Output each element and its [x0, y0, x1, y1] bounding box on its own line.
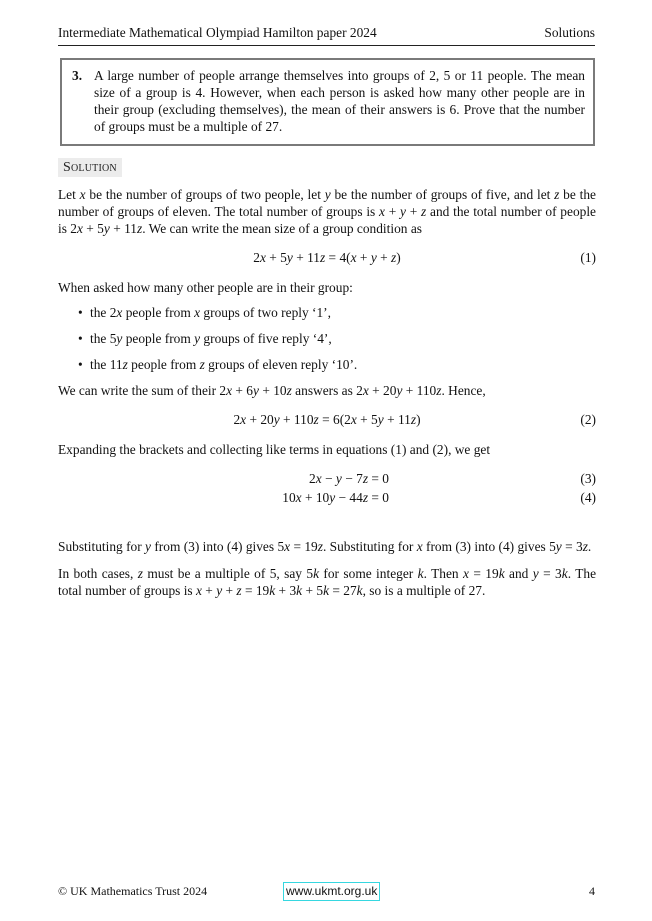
- equation-1-tag: (1): [580, 250, 596, 265]
- solution-heading: Solution: [58, 158, 122, 177]
- equation-4-expression: 10x + 10y − 44z = 0: [282, 490, 389, 505]
- solution-paragraph-6: In both cases, z must be a multiple of 5, say 5k for some integer k. Then x = 19k and y = 3k. The total number of groups is x + y + z = 19k + 3k + 5k = 27k, so is a multiple of 27.: [58, 566, 597, 598]
- list-item: • the 2x people from x groups of two reply ‘1’,: [90, 304, 596, 321]
- problem-statement-box: [60, 58, 595, 146]
- page-number: 4: [589, 884, 595, 898]
- solution-body: [58, 186, 596, 599]
- equation-3-expression: 2x − y − 7z = 0: [309, 471, 389, 486]
- equation-2-expression: 2x + 20y + 110z = 6(2x + 5y + 11z): [233, 412, 421, 427]
- copyright-text: © UK Mathematics Trust 2024: [58, 884, 208, 898]
- solution-paragraph-2: When asked how many other people are in their group:: [58, 280, 353, 295]
- document-title: Intermediate Mathematical Olympiad Hamilton paper 2024: [58, 25, 377, 40]
- reply-list: [58, 304, 596, 373]
- equation-3: [58, 470, 596, 489]
- ukmt-website-link[interactable]: www.ukmt.org.uk: [283, 882, 380, 901]
- section-label: Solutions: [544, 25, 595, 40]
- equation-2-tag: (2): [580, 412, 596, 427]
- page-header: [58, 24, 595, 46]
- equation-1: [58, 249, 596, 267]
- equation-3-tag: (3): [580, 471, 596, 486]
- page-footer: [58, 882, 595, 900]
- problem-number: 3.: [72, 68, 83, 83]
- equation-4: [58, 489, 596, 508]
- list-item: • the 11z people from z groups of eleven reply ‘10’.: [90, 356, 596, 373]
- list-item: • the 5y people from y groups of five reply ‘4’,: [90, 330, 596, 347]
- solution-paragraph-4: Expanding the brackets and collecting like terms in equations (1) and (2), we get: [58, 442, 491, 457]
- solution-paragraph-3: We can write the sum of their 2x + 6y + 10z answers as 2x + 20y + 110z. Hence,: [58, 383, 486, 398]
- equation-4-tag: (4): [580, 490, 596, 505]
- solution-paragraph-1: Let x be the number of groups of two people, let y be the number of groups of five, and let z be the number of groups of eleven. The total number of groups is x + y + z and the total number of people is 2x + 5y + 11z. We can write the mean size of a group condition as: [58, 187, 597, 236]
- solution-paragraph-5: Substituting for y from (3) into (4) gives 5x = 19z. Substituting for x from (3) into (4) gives 5y = 3z.: [58, 539, 592, 554]
- equation-1-expression: 2x + 5y + 11z = 4(x + y + z): [253, 250, 401, 265]
- problem-text: A large number of people arrange themselves into groups of 2, 5 or 11 people. The mean size of a group is 4. However, when each person is asked how many other people are in their group (excluding themselves), the mean of their answers is 6. Prove that the number of groups must be a multiple of 27.: [94, 68, 585, 134]
- equation-system: [58, 470, 596, 508]
- equation-2: [58, 411, 596, 429]
